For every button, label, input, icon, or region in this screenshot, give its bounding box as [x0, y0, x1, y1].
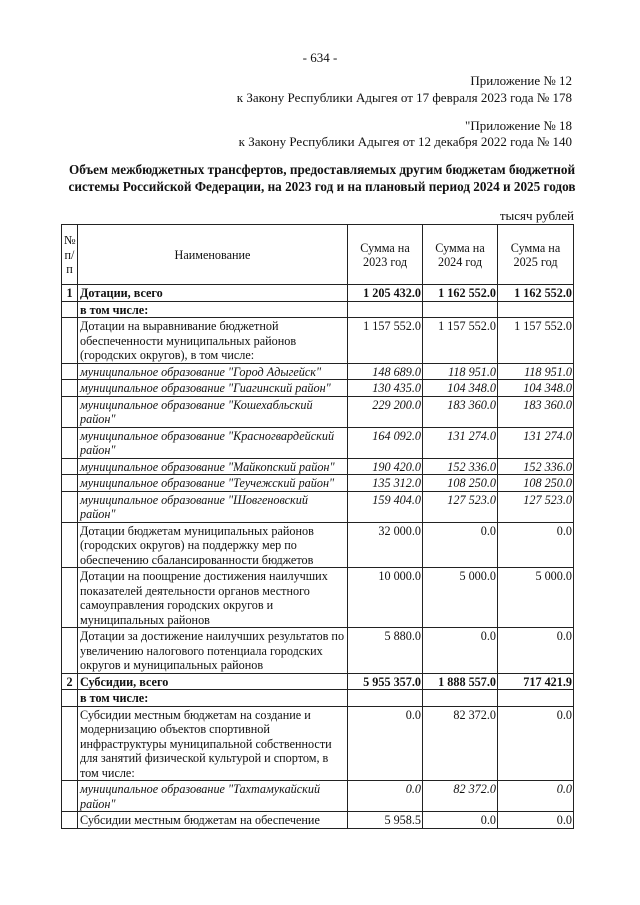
row-name: муниципальное образование "Гиагинский район" — [78, 380, 348, 397]
row-2025: 1 162 552.0 — [498, 285, 574, 302]
table-row — [62, 427, 574, 458]
row-2025: 152 336.0 — [498, 458, 574, 475]
table-row — [62, 706, 574, 781]
row-no — [62, 628, 78, 674]
row-2023 — [348, 690, 423, 707]
row-name: муниципальное образование "Тахтамукайский район" — [78, 781, 348, 812]
row-name: муниципальное образование "Теучежский район" — [78, 475, 348, 492]
row-2023: 135 312.0 — [348, 475, 423, 492]
row-2025: 0.0 — [498, 628, 574, 674]
row-2024: 0.0 — [423, 812, 498, 829]
row-2024 — [423, 301, 498, 318]
table-row — [62, 522, 574, 568]
row-no — [62, 781, 78, 812]
table-row — [62, 285, 574, 302]
row-2025: 0.0 — [498, 706, 574, 781]
row-name: Субсидии местным бюджетам на обеспечение — [78, 812, 348, 829]
row-name: Дотации на поощрение достижения наилучших показателей деятельности органов местного самоуправления городских округов и муниципальных районов — [78, 568, 348, 628]
header-name: Наименование — [78, 225, 348, 285]
row-no — [62, 427, 78, 458]
row-2023: 32 000.0 — [348, 522, 423, 568]
row-no — [62, 690, 78, 707]
row-2025: 108 250.0 — [498, 475, 574, 492]
page-number: - 634 - — [302, 50, 338, 65]
row-name: муниципальное образование "Город Адыгейск" — [78, 363, 348, 380]
row-2023: 229 200.0 — [348, 396, 423, 427]
row-2025: 0.0 — [498, 522, 574, 568]
row-no — [62, 475, 78, 492]
row-name: Субсидии, всего — [78, 673, 348, 690]
table-row — [62, 690, 574, 707]
row-2025: 717 421.9 — [498, 673, 574, 690]
header-2025: Сумма на 2025 год — [498, 225, 574, 285]
row-name: в том числе: — [78, 301, 348, 318]
row-no — [62, 568, 78, 628]
row-2024 — [423, 690, 498, 707]
row-no — [62, 396, 78, 427]
row-2023: 148 689.0 — [348, 363, 423, 380]
row-name: Дотации бюджетам муниципальных районов (городских округов) на поддержку мер по обеспечению сбалансированности бюджетов — [78, 522, 348, 568]
table-row — [62, 301, 574, 318]
row-2023 — [348, 301, 423, 318]
table-row — [62, 568, 574, 628]
row-2024: 82 372.0 — [423, 706, 498, 781]
row-2025: 104 348.0 — [498, 380, 574, 397]
row-2025: 0.0 — [498, 781, 574, 812]
document-title: Объем межбюджетных трансфертов, предоставляемых другим бюджетам бюджетной системы Российской Федерации, на 2023 год и на плановый период 2024 и 2025 годов — [68, 162, 576, 194]
row-2023: 130 435.0 — [348, 380, 423, 397]
row-2025: 183 360.0 — [498, 396, 574, 427]
table-row — [62, 628, 574, 674]
row-2024: 118 951.0 — [423, 363, 498, 380]
row-2024: 104 348.0 — [423, 380, 498, 397]
table-row — [62, 458, 574, 475]
row-2023: 1 205 432.0 — [348, 285, 423, 302]
row-no — [62, 491, 78, 522]
table-row — [62, 812, 574, 829]
row-no — [62, 318, 78, 364]
table-row — [62, 318, 574, 364]
row-2025: 5 000.0 — [498, 568, 574, 628]
row-2025 — [498, 301, 574, 318]
row-name: муниципальное образование "Шовгеновский район" — [78, 491, 348, 522]
row-2024: 0.0 — [423, 522, 498, 568]
row-2024: 0.0 — [423, 628, 498, 674]
row-2023: 5 955 357.0 — [348, 673, 423, 690]
row-2023: 1 157 552.0 — [348, 318, 423, 364]
row-2023: 0.0 — [348, 706, 423, 781]
row-name: в том числе: — [78, 690, 348, 707]
row-2025 — [498, 690, 574, 707]
appendix-law-reference: к Закону Республики Адыгея от 17 февраля 2023 года № 178 — [236, 90, 572, 105]
table-row — [62, 380, 574, 397]
row-name: муниципальное образование "Красногвардейский район" — [78, 427, 348, 458]
row-2024: 127 523.0 — [423, 491, 498, 522]
row-2023: 0.0 — [348, 781, 423, 812]
row-2025: 1 157 552.0 — [498, 318, 574, 364]
row-no — [62, 380, 78, 397]
appendix-prev-title: "Приложение № 18 — [465, 118, 572, 133]
table-row — [62, 491, 574, 522]
row-no — [62, 363, 78, 380]
appendix-title: Приложение № 12 — [470, 73, 572, 88]
row-no — [62, 458, 78, 475]
row-name: Дотации за достижение наилучших результатов по увеличению налогового потенциала городских округов и муниципальных районов — [78, 628, 348, 674]
table-row — [62, 673, 574, 690]
row-no — [62, 706, 78, 781]
row-2023: 164 092.0 — [348, 427, 423, 458]
row-2023: 159 404.0 — [348, 491, 423, 522]
row-2024: 1 888 557.0 — [423, 673, 498, 690]
row-2024: 82 372.0 — [423, 781, 498, 812]
appendix-prev-law-reference: к Закону Республики Адыгея от 12 декабря 2022 года № 140 — [238, 134, 572, 149]
row-2025: 0.0 — [498, 812, 574, 829]
row-name: Дотации на выравнивание бюджетной обеспеченности муниципальных районов (городских округов), в том числе: — [78, 318, 348, 364]
row-2024: 1 162 552.0 — [423, 285, 498, 302]
table-row — [62, 475, 574, 492]
row-2023: 190 420.0 — [348, 458, 423, 475]
row-2025: 131 274.0 — [498, 427, 574, 458]
row-2024: 1 157 552.0 — [423, 318, 498, 364]
row-no — [62, 812, 78, 829]
row-2023: 5 880.0 — [348, 628, 423, 674]
header-no: № п/п — [62, 225, 78, 285]
transfers-table — [61, 224, 574, 829]
row-2023: 10 000.0 — [348, 568, 423, 628]
table-header-row — [62, 225, 574, 285]
row-no — [62, 522, 78, 568]
header-2023: Сумма на 2023 год — [348, 225, 423, 285]
row-name: муниципальное образование "Кошехабльский район" — [78, 396, 348, 427]
row-2025: 118 951.0 — [498, 363, 574, 380]
row-2024: 152 336.0 — [423, 458, 498, 475]
row-no: 2 — [62, 673, 78, 690]
row-no: 1 — [62, 285, 78, 302]
row-2023: 5 958.5 — [348, 812, 423, 829]
row-2024: 108 250.0 — [423, 475, 498, 492]
row-no — [62, 301, 78, 318]
header-2024: Сумма на 2024 год — [423, 225, 498, 285]
row-2025: 127 523.0 — [498, 491, 574, 522]
table-row — [62, 363, 574, 380]
unit-label: тысяч рублей — [499, 208, 574, 223]
table-row — [62, 781, 574, 812]
row-name: Субсидии местным бюджетам на создание и модернизацию объектов спортивной инфраструктуры муниципальной собственности для занятий физической культурой и спортом, в том числе: — [78, 706, 348, 781]
row-2024: 131 274.0 — [423, 427, 498, 458]
row-2024: 183 360.0 — [423, 396, 498, 427]
table-row — [62, 396, 574, 427]
row-name: Дотации, всего — [78, 285, 348, 302]
row-name: муниципальное образование "Майкопский район" — [78, 458, 348, 475]
row-2024: 5 000.0 — [423, 568, 498, 628]
